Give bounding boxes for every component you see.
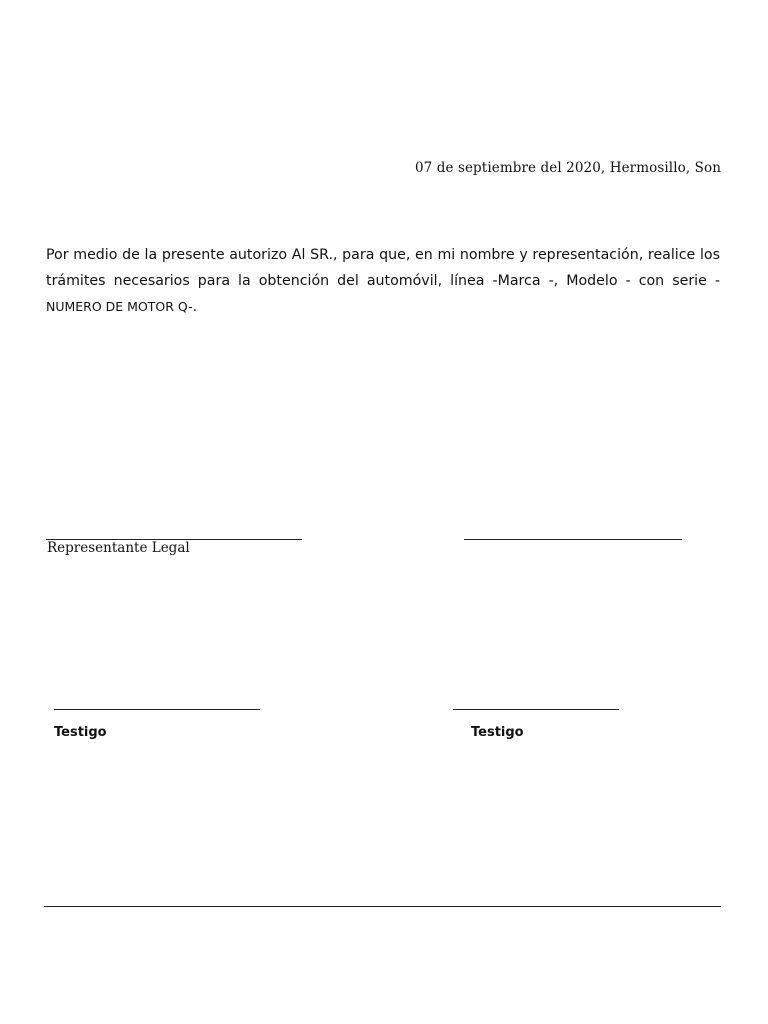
date-place: 07 de septiembre del 2020, Hermosillo, Son	[414, 160, 721, 176]
second-signature-line	[464, 539, 682, 540]
authorization-paragraph	[46, 242, 720, 320]
legal-rep-label: Representante Legal	[47, 540, 190, 556]
bottom-divider	[44, 906, 721, 907]
paragraph-main-text: Por medio de la presente autorizo Al SR., para que, en mi nombre y representación, realice los trámites necesarios para la obtención del automóvil, línea -Marca -, Modelo - con serie -	[46, 247, 720, 289]
paragraph-engine-number: NUMERO DE MOTOR Q-	[46, 299, 193, 314]
paragraph-end: .	[192, 299, 198, 315]
witness-1-signature-line	[54, 709, 260, 710]
witness-2-label: Testigo	[471, 725, 524, 740]
witness-1-label: Testigo	[54, 725, 107, 740]
witness-2-signature-line	[453, 709, 619, 710]
